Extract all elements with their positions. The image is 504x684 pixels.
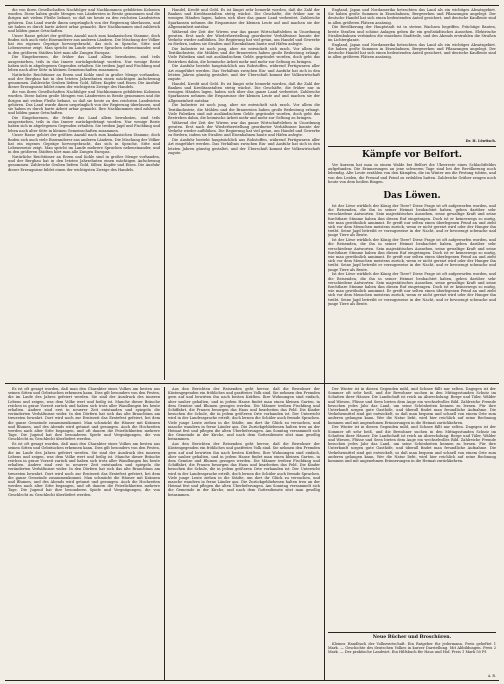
upper-col1-paragraph-8: Natürliche Reichtümer an Erzen und Kohle sind in großer Menge vorhanden, und der Bergbau hat in den letzten Jahrzehnten einen mächtigen Aufschwung genommen. Zahlreiche Gruben liefern Gold, Silber, Kupfer und Eisen. Die Ausfuhr dieser Erzeugnisse bildet einen der wichtigsten Zweige des Handels. xyxy=(8,155,160,172)
upper-col2-paragraph-5: Handel, Kredit und Geld. Es ist längst sehr bemerkt worden, daß die Zahl der Banken und Kreditanstalten stetig wächst. Die Geschäfte, die früher nur in wenigen Händen lagen, haben sich über das ganze Land verbreitet. Zahlreiche Sparkassen nehmen die Ersparnisse der kleinen Leute auf und machen sie der Allgemeinheit nutzbar. xyxy=(168,81,320,103)
lower-col3-paragraph-2: Der Winter ist in diesen Gegenden mild, und Schnee fällt nur selten. Dagegen ist der Sommer oft sehr heiß, und die Bewohner suchen in den Mittagsstunden Schutz im Schatten ihrer Häuser. Die Landschaft ist reich an Abwechslung: Berge und Täler, Wälder und Wiesen, Flüsse und Seen bieten dem Auge ein wechselvolles Bild. Zahlreiche Fremde besuchen jedes Jahr das Land, um seine Schönheiten kennen zu lernen. Für ihre Unterkunft sorgen gute Gasthöfe, und überall findet man freundliche Aufnahme. Die Verkehrsmittel sind gut entwickelt, so daß man bequem und schnell von einem Orte zum anderen gelangen kann. Wer die Natur liebt, wird hier reichlich auf seine Rechnung kommen und mit angenehmen Erinnerungen in die Heimat zurückkehren. xyxy=(328,425,496,464)
upper-col3-paragraph-3: England, Japan und Nordamerika betrachten das Land als ein wichtiges Absatzgebiet. Sie haben große Summen in Eisenbahnen, Bergwerken und Pflanzungen angelegt. Der deutsche Handel hat sich einen bedeutenden Anteil gesichert, und deutsche Kaufleute sind in allen größeren Plätzen ansässig. xyxy=(328,42,496,60)
upper-col2-paragraph-7: Während der Zeit der Wirren war das ganze Wirtschaftsleben in Unordnung geraten. Erst nach der Wiederherstellung geordneter Verhältnisse konnte der Verkehr wieder aufblühen. Die Regierung hat viel getan, um Handel und Gewerbe zu fördern, indem sie Straßen und Eisenbahnen baute und Häfen anlegte. xyxy=(168,120,320,138)
upper-col3-paragraph-2: Die Bevölkerung der Hauptstadt ist in stetem Wachsen begriffen. Prächtige Bauten, breite Straßen und schöne Anlagen geben ihr ein großstädtisches Aussehen. Elektrische Straßenbahnen verbinden die einzelnen Stadtteile, und des Abends erstrahlen die Straßen im Lichterglanze. xyxy=(328,25,496,43)
middle-rule xyxy=(5,383,499,384)
upper-col2-paragraph-6: Die Industrie ist noch jung, aber sie entwickelt sich rasch. Vor allem die Textilindustrie, die Mühlen und die Brauereien haben große Bedeutung erlangt. Viele Fabriken sind mit ausländischem Gelde gegründet worden, doch geht das Bestreben dahin, die heimische Arbeit mehr und mehr zur Geltung zu bringen. xyxy=(168,103,320,121)
author-signature: Dr. H. Löwitsch. xyxy=(465,139,496,143)
upper-col1-paragraph-3: Die Eingeborenen, die früher das Land allein bewohnten, sind teils ausgestorben, teils in das Innere zurückgedrängt worden. Nur wenige Reste haben sich in abgelegenen Gegenden erhalten. Sie treiben Jagd und Fischfang und leben nach alter Sitte in kleinen Gemeinschaften zusammen. xyxy=(8,55,160,73)
lower-col3-paragraph-1: Der Winter ist in diesen Gegenden mild, und Schnee fällt nur selten. Dagegen ist der Sommer oft sehr heiß, und die Bewohner suchen in den Mittagsstunden Schutz im Schatten ihrer Häuser. Die Landschaft ist reich an Abwechslung: Berge und Täler, Wälder und Wiesen, Flüsse und Seen bieten dem Auge ein wechselvolles Bild. Zahlreiche Fremde besuchen jedes Jahr das Land, um seine Schönheiten kennen zu lernen. Für ihre Unterkunft sorgen gute Gasthöfe, und überall findet man freundliche Aufnahme. Die Verkehrsmittel sind gut entwickelt, so daß man bequem und schnell von einem Orte zum anderen gelangen kann. Wer die Natur liebt, wird hier reichlich auf seine Rechnung kommen und mit angenehmen Erinnerungen in die Heimat zurückkehren. xyxy=(328,387,496,425)
column-divider-3 xyxy=(164,387,165,680)
upper-column-2 xyxy=(168,8,320,380)
lower-column-2 xyxy=(168,387,320,680)
loewen-paragraph-3: Ist der Löwe wirklich der König der Tiere? Diese Frage ist oft aufgeworfen worden, und die Reisenden, die ihn in seiner Heimat beobachtet haben, geben darüber sehr verschiedene Antworten. Sein majestätisches Aussehen, seine gewaltige Kraft und seine furchtbare Stimme haben ihm diesen Ruf eingetragen. Doch ist er keineswegs so mutig, wie man gewöhnlich annimmt. Er greift nur selten einen überlegenen Feind an und zieht sich vor dem Menschen meistens zurück, wenn er nicht gereizt wird oder der Hunger ihn treibt. Seine Jagd betreibt er vorzugsweise in der Nacht, und er bevorzugt schwache und junge Tiere als Beute. xyxy=(328,272,496,306)
upper-col1-paragraph-4: Natürliche Reichtümer an Erzen und Kohle sind in großer Menge vorhanden, und der Bergbau hat in den letzten Jahrzehnten einen mächtigen Aufschwung genommen. Zahlreiche Gruben liefern Gold, Silber, Kupfer und Eisen. Die Ausfuhr dieser Erzeugnisse bildet einen der wichtigsten Zweige des Handels. xyxy=(8,72,160,90)
top-rule xyxy=(5,5,499,6)
loewen-article-text xyxy=(328,204,496,380)
bottom-rule xyxy=(5,680,499,681)
kaempfe-paragraph: Vor kurzem hat man in einem Walde bei Belfort die Überreste eines Schlachtfeldes aufgefunden. Die Erinnerungen an jene schweren Tage sind bei der Bevölkerung noch lebendig. Alte Leute erzählen von den Kämpfen, die im Winter um die Festung tobten, und von den Leiden, die Freund und Feind zu erdulden hatten. Zahlreiche Gräber zeugen noch heute von dem heißen Ringen. xyxy=(328,163,496,184)
lower-col1-paragraph-2: Es ist oft gesagt worden, daß man den Charakter eines Volkes am besten aus seinen Sitten und Gebräuchen erkennen kann. Dies gilt besonders von den Festen, die im Laufe des Jahres gefeiert werden. Sie sind der Ausdruck des inneren Lebens und zeigen, was dem Volke wert und heilig ist. Manche dieser Bräuche reichen in graue Vorzeit zurück und haben sich trotz aller Wandlungen bis heute erhalten. Andere sind erst in neuerer Zeit entstanden und spiegeln die veränderten Verhältnisse wider. In den Dörfern hat sich das alte Brauchtum am treuesten bewahrt. Dort wird noch zur Erntezeit das Erntefest gefeiert, bei dem die ganze Gemeinde zusammenkommt. Man schmückt die Häuser mit Kränzen und Blumen, und des Abends wird getanzt und gesungen. Auch die Hochzeiten werden nach alter Sitte begangen, und oft dauern die Feierlichkeiten mehrere Tage. Die Jugend hat ihre besonderen Spiele und Vergnügungen, die von Geschlecht zu Geschlecht überliefert werden. xyxy=(8,442,160,497)
lower-col2-paragraph-2: Aus den Berichten der Reisenden geht hervor, daß die Bewohner der Küstengegenden ein fröhliches und gastfreies Volk sind. Sie nehmen den Fremden gern auf und bewirten ihn nach besten Kräften. Ihre Wohnungen sind einfach, aber sauber gehalten, und in jedem Hause findet man einen kleinen Garten, in dem Gemüse und Blumen gezogen werden. Die Männer treiben Fischfang und Schiffahrt, die Frauen besorgen das Haus und bearbeiten das Feld. Die Kinder besuchen die Schule, die in jedem größeren Orte vorhanden ist. Der Unterricht wird in der Landessprache erteilt, doch lernen die Schüler auch fremde Sprachen. Viele junge Leute ziehen in die Städte, um dort ihr Glück zu versuchen, und manche wandern in ferne Länder aus. Die Zurückgebliebenen halten treu an der Heimat fest und pflegen die alten Überlieferungen. Am Sonntag versammelt sich die Gemeinde in der Kirche, und nach dem Gottesdienste sitzt man gesellig beisammen. xyxy=(168,442,320,497)
upper-column-1 xyxy=(8,8,160,380)
kaempfe-article-text xyxy=(328,163,496,189)
upper-column-3 xyxy=(328,8,496,138)
book-box-paragraph: Kleines Handbuch der Volkswirtschaft. Ein Ratgeber für jedermann. Preis geheftet 1 Mark. — Geschichte des deutschen Volkes in kurzer Darstellung. Mit Abbildungen. Preis 2 Mark. — Der praktische Landwirt. Ein Hilfsbuch für Haus und Hof. Preis 1 Mark 50 Pf. xyxy=(328,642,496,655)
upper-col3-paragraph-1: England, Japan und Nordamerika betrachten das Land als ein wichtiges Absatzgebiet. Sie haben große Summen in Eisenbahnen, Bergwerken und Pflanzungen angelegt. Der deutsche Handel hat sich einen bedeutenden Anteil gesichert, und deutsche Kaufleute sind in allen größeren Plätzen ansässig. xyxy=(328,8,496,25)
loewen-paragraph-1: Ist der Löwe wirklich der König der Tiere? Diese Frage ist oft aufgeworfen worden, und die Reisenden, die ihn in seiner Heimat beobachtet haben, geben darüber sehr verschiedene Antworten. Sein majestätisches Aussehen, seine gewaltige Kraft und seine furchtbare Stimme haben ihm diesen Ruf eingetragen. Doch ist er keineswegs so mutig, wie man gewöhnlich annimmt. Er greift nur selten einen überlegenen Feind an und zieht sich vor dem Menschen meistens zurück, wenn er nicht gereizt wird oder der Hunger ihn treibt. Seine Jagd betreibt er vorzugsweise in der Nacht, und er bevorzugt schwache und junge Tiere als Beute. xyxy=(328,204,496,238)
column-divider-2 xyxy=(324,8,325,680)
heading-kaempfe-vor-belfort: Kämpfe vor Belfort. xyxy=(362,150,462,160)
loewen-paragraph-2: Ist der Löwe wirklich der König der Tiere? Diese Frage ist oft aufgeworfen worden, und die Reisenden, die ihn in seiner Heimat beobachtet haben, geben darüber sehr verschiedene Antworten. Sein majestätisches Aussehen, seine gewaltige Kraft und seine furchtbare Stimme haben ihm diesen Ruf eingetragen. Doch ist er keineswegs so mutig, wie man gewöhnlich annimmt. Er greift nur selten einen überlegenen Feind an und zieht sich vor dem Menschen meistens zurück, wenn er nicht gereizt wird oder der Hunger ihn treibt. Seine Jagd betreibt er vorzugsweise in der Nacht, und er bevorzugt schwache und junge Tiere als Beute. xyxy=(328,238,496,272)
heading-das-loewen: Das Löwen. xyxy=(383,191,441,201)
upper-col2-paragraph-3: Die Industrie ist noch jung, aber sie entwickelt sich rasch. Vor allem die Textilindustrie, die Mühlen und die Brauereien haben große Bedeutung erlangt. Viele Fabriken sind mit ausländischem Gelde gegründet worden, doch geht das Bestreben dahin, die heimische Arbeit mehr und mehr zur Geltung zu bringen. xyxy=(168,47,320,64)
column-divider-1 xyxy=(164,8,165,380)
book-box-text xyxy=(328,642,496,674)
lower-col1-paragraph-1: Es ist oft gesagt worden, daß man den Charakter eines Volkes am besten aus seinen Sitten und Gebräuchen erkennen kann. Dies gilt besonders von den Festen, die im Laufe des Jahres gefeiert werden. Sie sind der Ausdruck des inneren Lebens und zeigen, was dem Volke wert und heilig ist. Manche dieser Bräuche reichen in graue Vorzeit zurück und haben sich trotz aller Wandlungen bis heute erhalten. Andere sind erst in neuerer Zeit entstanden und spiegeln die veränderten Verhältnisse wider. In den Dörfern hat sich das alte Brauchtum am treuesten bewahrt. Dort wird noch zur Erntezeit das Erntefest gefeiert, bei dem die ganze Gemeinde zusammenkommt. Man schmückt die Häuser mit Kränzen und Blumen, und des Abends wird getanzt und gesungen. Auch die Hochzeiten werden nach alter Sitte begangen, und oft dauern die Feierlichkeiten mehrere Tage. Die Jugend hat ihre besonderen Spiele und Vergnügungen, die von Geschlecht zu Geschlecht überliefert werden. xyxy=(8,387,160,442)
upper-col2-paragraph-8: Die Ausfuhr besteht hauptsächlich aus Rohstoffen, während Fertigwaren aller Art eingeführt werden. Das Verhältnis zwischen Ein- und Ausfuhr hat sich in den letzten Jahren günstig gestaltet, und der Überschuß kommt der Volkswirtschaft zugute. xyxy=(168,138,320,155)
book-box-heading: Neue Bücher und Broschüren. xyxy=(372,635,452,640)
upper-col2-paragraph-1: Handel, Kredit und Geld. Es ist längst sehr bemerkt worden, daß die Zahl der Banken und Kreditanstalten stetig wächst. Die Geschäfte, die früher nur in wenigen Händen lagen, haben sich über das ganze Land verbreitet. Zahlreiche Sparkassen nehmen die Ersparnisse der kleinen Leute auf und machen sie der Allgemeinheit nutzbar. xyxy=(168,8,320,29)
lower-col2-paragraph-1: Aus den Berichten der Reisenden geht hervor, daß die Bewohner der Küstengegenden ein fröhliches und gastfreies Volk sind. Sie nehmen den Fremden gern auf und bewirten ihn nach besten Kräften. Ihre Wohnungen sind einfach, aber sauber gehalten, und in jedem Hause findet man einen kleinen Garten, in dem Gemüse und Blumen gezogen werden. Die Männer treiben Fischfang und Schiffahrt, die Frauen besorgen das Haus und bearbeiten das Feld. Die Kinder besuchen die Schule, die in jedem größeren Orte vorhanden ist. Der Unterricht wird in der Landessprache erteilt, doch lernen die Schüler auch fremde Sprachen. Viele junge Leute ziehen in die Städte, um dort ihr Glück zu versuchen, und manche wandern in ferne Länder aus. Die Zurückgebliebenen halten treu an der Heimat fest und pflegen die alten Überlieferungen. Am Sonntag versammelt sich die Gemeinde in der Kirche, und nach dem Gottesdienste sitzt man gesellig beisammen. xyxy=(168,387,320,442)
upper-col1-paragraph-5: die von ihren Gesellschaften Nachfolger und Nachkommen gebildeten Kolonien wurden. Diese haben große Mengen von Ländereien in Besitz genommen und die ihrigen mit vielem Fleiße bebaut, so daß sie heute zu den reichsten Landwirten gehören. Das Land wurde ihnen ursprünglich von der Regierung überlassen, und sie haben es durch harte Arbeit urbar gemacht. Ihre Nachkommen sind zahlreich und bilden ganze Ortschaften. xyxy=(8,90,160,116)
section-rule-1 xyxy=(328,146,496,147)
upper-col1-paragraph-2: Unser Rasse gehört der größten Anzahl nach zum kaukasischen Stamme, doch finden sich auch viele Einwanderer aus anderen Ländern. Die Mischung der Völker hat ein eigenes Gepräge hervorgebracht, das sich in Sprache, Sitte und Lebensweise zeigt. Man spricht im Lande mehrere Sprachen nebeneinander, und in den größeren Städten hört man alle Zungen Europas. xyxy=(8,33,160,55)
upper-col1-paragraph-6: Die Eingeborenen, die früher das Land allein bewohnten, sind teils ausgestorben, teils in das Innere zurückgedrängt worden. Nur wenige Reste haben sich in abgelegenen Gegenden erhalten. Sie treiben Jagd und Fischfang und leben nach alter Sitte in kleinen Gemeinschaften zusammen. xyxy=(8,116,160,133)
upper-col2-paragraph-4: Die Ausfuhr besteht hauptsächlich aus Rohstoffen, während Fertigwaren aller Art eingeführt werden. Das Verhältnis zwischen Ein- und Ausfuhr hat sich in den letzten Jahren günstig gestaltet, und der Überschuß kommt der Volkswirtschaft zugute. xyxy=(168,64,320,82)
book-box-signature: A. B. xyxy=(487,674,496,678)
lower-column-1 xyxy=(8,387,160,680)
book-box-rule xyxy=(328,632,496,633)
lower-column-3 xyxy=(328,387,496,630)
upper-col2-paragraph-2: Während der Zeit der Wirren war das ganze Wirtschaftsleben in Unordnung geraten. Erst nach der Wiederherstellung geordneter Verhältnisse konnte der Verkehr wieder aufblühen. Die Regierung hat viel getan, um Handel und Gewerbe zu fördern, indem sie Straßen und Eisenbahnen baute und Häfen anlegte. xyxy=(168,29,320,47)
upper-col1-paragraph-1: die von ihren Gesellschaften Nachfolger und Nachkommen gebildeten Kolonien wurden. Diese haben große Mengen von Ländereien in Besitz genommen und die ihrigen mit vielem Fleiße bebaut, so daß sie heute zu den reichsten Landwirten gehören. Das Land wurde ihnen ursprünglich von der Regierung überlassen, und sie haben es durch harte Arbeit urbar gemacht. Ihre Nachkommen sind zahlreich und bilden ganze Ortschaften. xyxy=(8,8,160,34)
upper-col1-paragraph-7: Unser Rasse gehört der größten Anzahl nach zum kaukasischen Stamme, doch finden sich auch viele Einwanderer aus anderen Ländern. Die Mischung der Völker hat ein eigenes Gepräge hervorgebracht, das sich in Sprache, Sitte und Lebensweise zeigt. Man spricht im Lande mehrere Sprachen nebeneinander, und in den größeren Städten hört man alle Zungen Europas. xyxy=(8,133,160,155)
